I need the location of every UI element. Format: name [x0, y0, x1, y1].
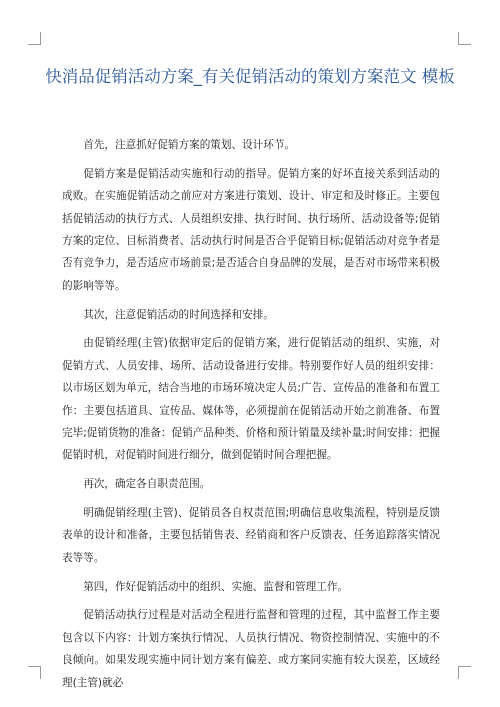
crop-mark-bottom-left [28, 666, 41, 679]
crop-mark-top-left [28, 32, 41, 45]
paragraph: 由促销经理(主管)依据审定后的促销方案，进行促销活动的组织、实施，对促销方式、人员安排、场所、活动设备进行安排。特别要作好人员的组织安排：以市场区划为单元，结合当地的市场环境决定人员;广告、宣传品的准备和布置工作：主要包括道具、宣传品、媒体等，必须提前在促销活动开始之前准备、布置完毕;促销货物的准备：促销产品种类、价格和预计销量及续补量;时间安排：把握促销时机，对促销时间进行细分，做到促销时间合理把握。 [62, 337, 440, 462]
paragraph: 促销方案是促销活动实施和行动的指导。促销方案的好坏直接关系到活动的成败。在实施促销活动之前应对方案进行策划、设计、审定和及时修正。主要包括促销活动的执行方式、人员组织安排、执行时间、执行场所、活动设备等;促销方案的定位、目标消费者、活动执行时间是否合乎促销目标;促销活动对竞争者是否有竞争力，是否适应市场前景;是否适合自身品牌的发展，是否对市场带来积极的影响等等。 [62, 167, 440, 292]
paragraph: 促销活动执行过程是对活动全程进行监督和管理的过程，其中监督工作主要包含以下内容：计划方案执行情况、人员执行情况、物资控制情况、实施中的不良倾向。如果发现实施中同计划方案有偏差、或方案同实施有较大误差，区域经理(主管)就必 [62, 609, 440, 689]
paragraph: 第四，作好促销活动中的组织、实施、监督和管理工作。 [83, 580, 349, 593]
paragraph: 首先，注意抓好促销方案的策划、设计环节。 [83, 139, 296, 151]
paragraph: 其次，注意促销活动的时间选择和安排。 [83, 308, 274, 321]
document-title: 快消品促销活动方案_有关促销活动的策划方案范文 模板 [45, 67, 455, 86]
paragraph: 明确促销经理(主管)、促销员各自权责范围;明确信息收集流程，特别是反馈表单的设计和准备，主要包括销售表、经销商和客户反馈表、任务追踪落实情况表等等。 [62, 507, 440, 564]
crop-mark-bottom-right [458, 666, 471, 679]
crop-mark-top-right [458, 32, 471, 45]
document-body [62, 134, 440, 700]
paragraph: 再次，确定各自职责范围。 [83, 478, 211, 491]
